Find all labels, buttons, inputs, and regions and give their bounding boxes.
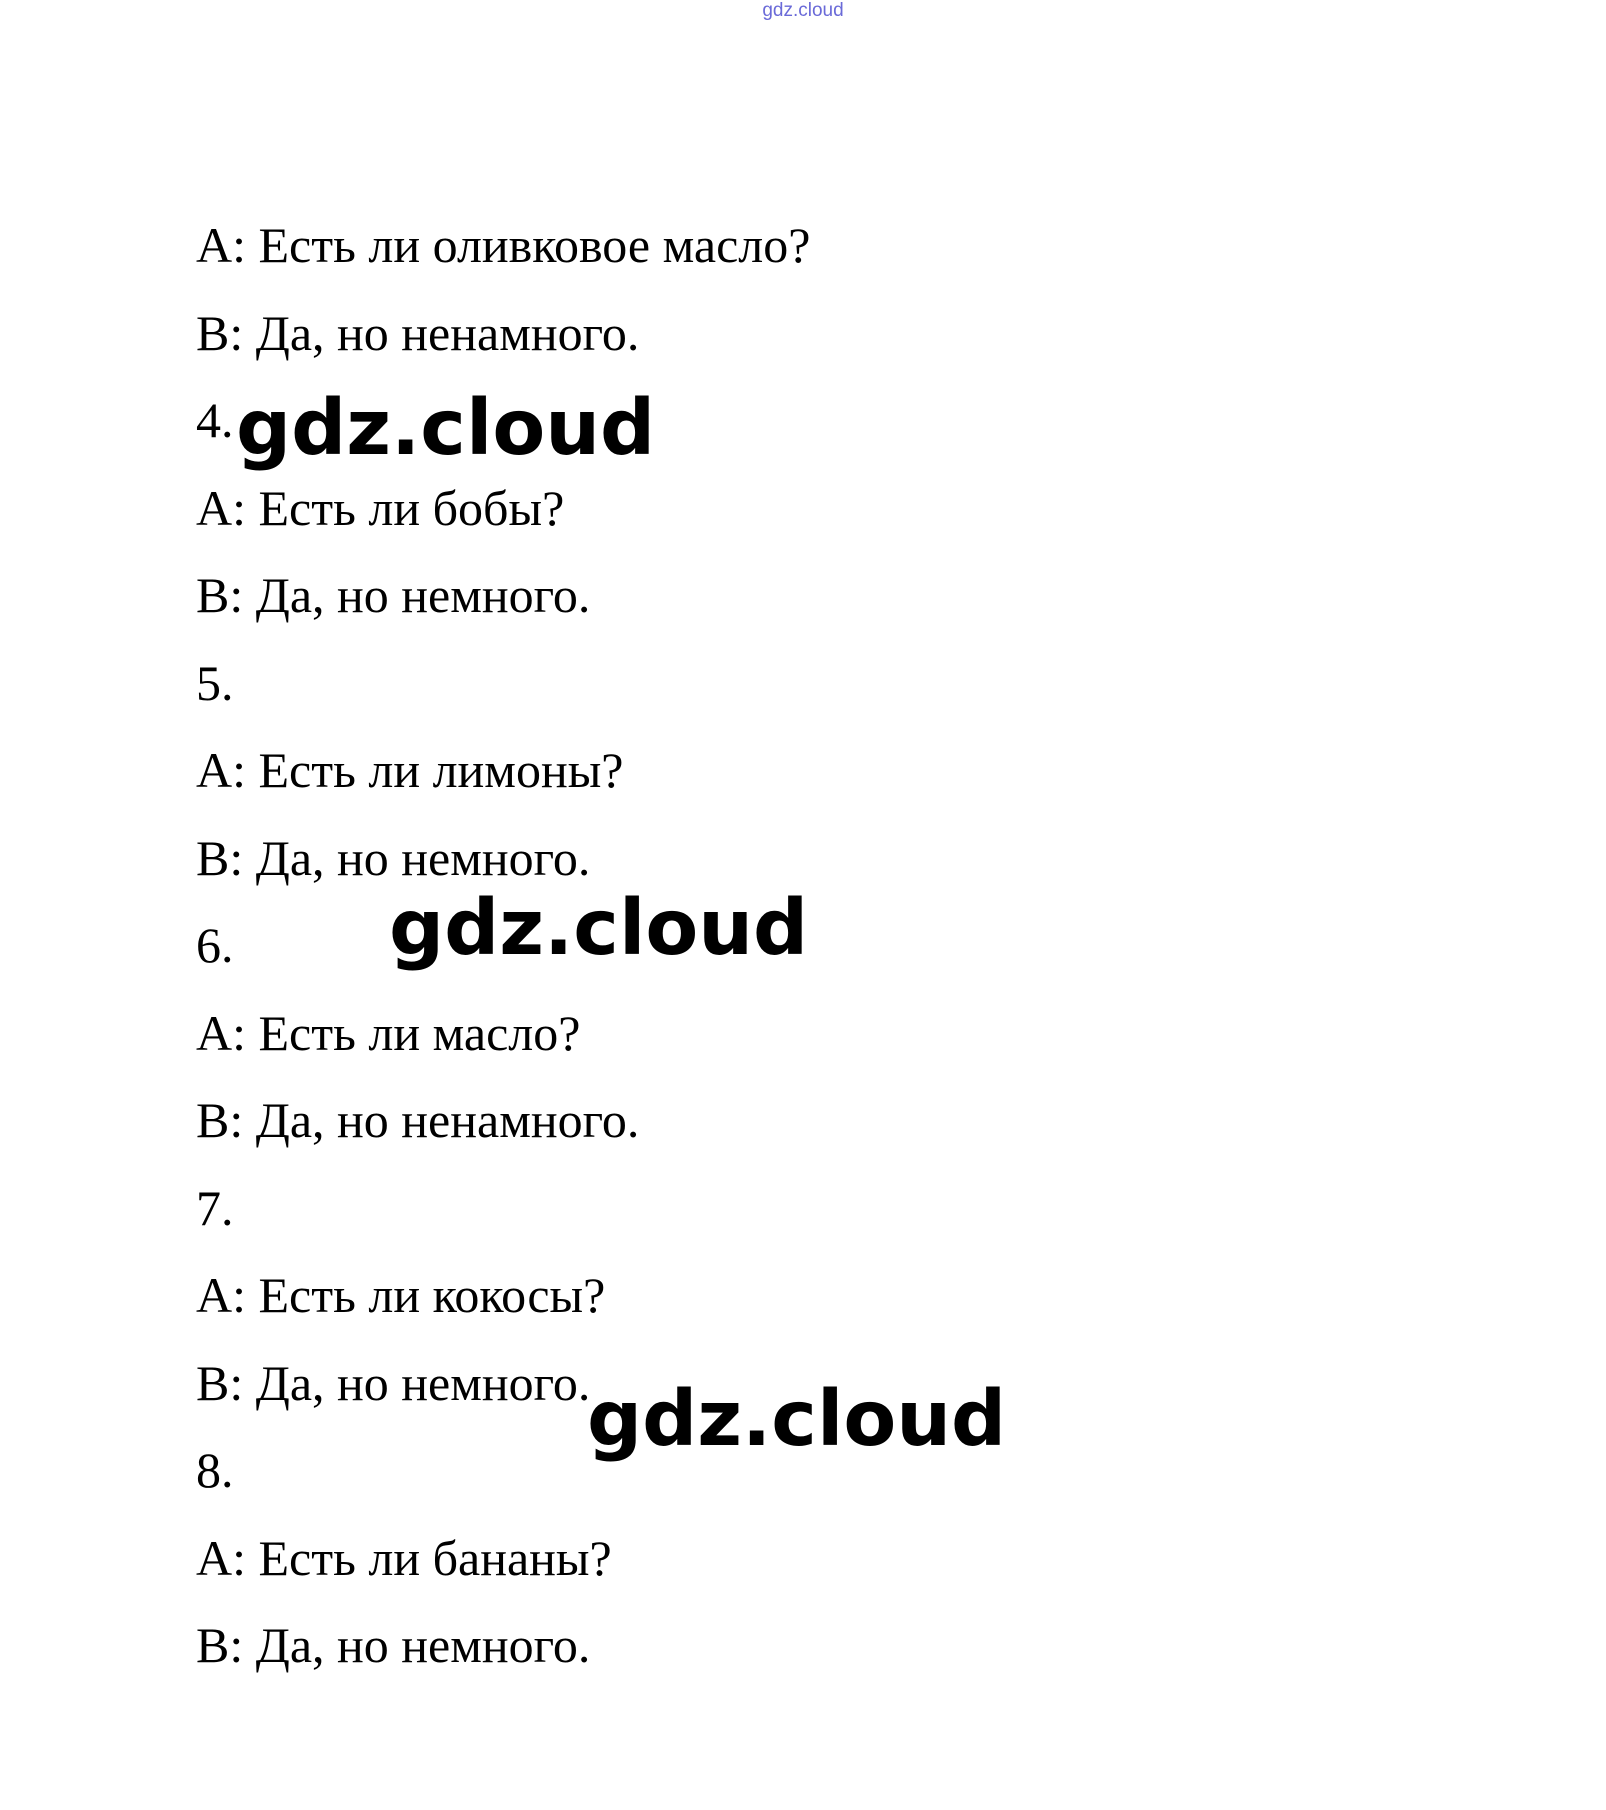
header-watermark: gdz.cloud (762, 0, 844, 21)
item-number: 8. (196, 1442, 234, 1498)
dialogue-line: B: Да, но немного. (196, 567, 591, 623)
dialogue-line: B: Да, но немного. (196, 1617, 591, 1673)
dialogue-line: A: Есть ли кокосы? (196, 1267, 606, 1323)
dialogue-line: B: Да, но немного. (196, 829, 591, 886)
item-number: 5. (196, 654, 234, 711)
dialogue-line: B: Да, но немного. (196, 1354, 591, 1411)
dialogue-line: A: Есть ли лимоны? (196, 742, 624, 798)
dialogue-line: A: Есть ли бобы? (196, 479, 565, 536)
item-number: 4. (196, 392, 234, 448)
dialogue-line: B: Да, но ненамного. (196, 304, 640, 361)
dialogue-line: A: Есть ли оливковое масло? (196, 217, 811, 273)
item-number: 6. (196, 917, 234, 973)
watermark-text: gdz.cloud (236, 384, 656, 473)
dialogue-line: A: Есть ли бананы? (196, 1529, 612, 1586)
dialogue-line: A: Есть ли масло? (196, 1004, 581, 1061)
watermark-text: gdz.cloud (389, 884, 809, 973)
dialogue-line: B: Да, но ненамного. (196, 1092, 640, 1148)
item-number: 7. (196, 1179, 234, 1236)
watermark-text: gdz.cloud (587, 1375, 1007, 1464)
